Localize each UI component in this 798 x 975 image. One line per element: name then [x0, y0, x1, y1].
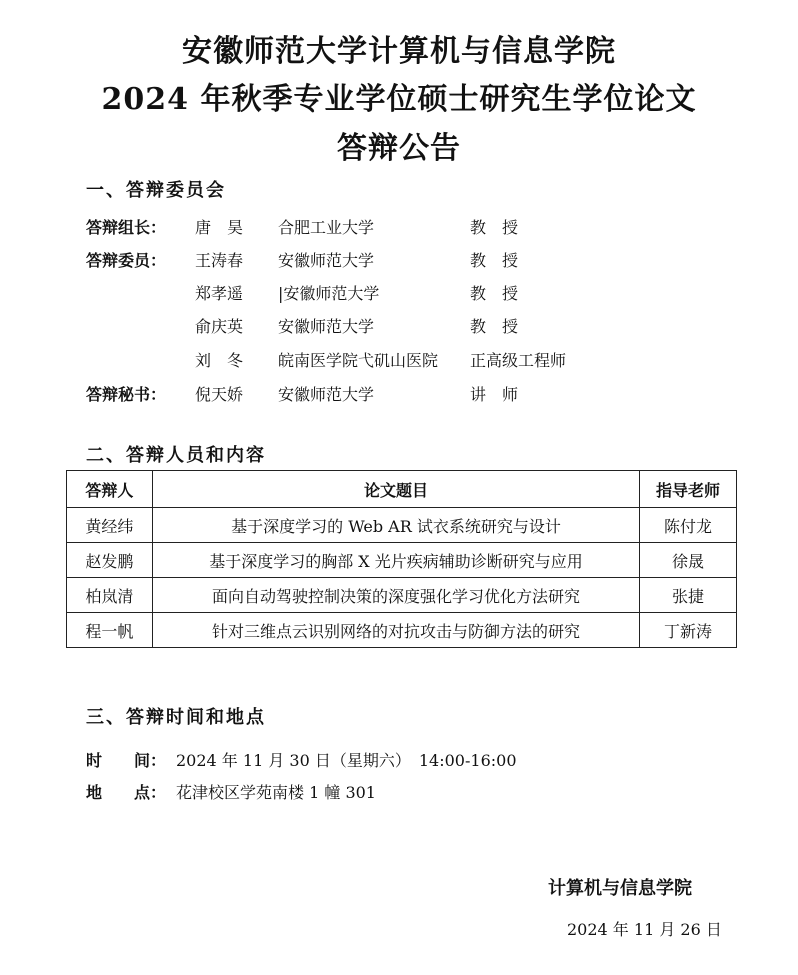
advisor-cell: 张捷 — [640, 578, 737, 613]
thesis-cell: 基于深度学习的胸部 X 光片疾病辅助诊断研究与应用 — [152, 543, 639, 578]
advisor-cell: 徐晟 — [640, 543, 737, 578]
committee-heading: 一、答辩委员会 — [86, 180, 226, 201]
table-row — [67, 543, 737, 578]
advisor-cell: 陈付龙 — [640, 508, 737, 543]
committee-name: 王涛春 — [195, 251, 244, 270]
committee-row — [0, 350, 798, 372]
column-header-thesis: 论文题目 — [152, 471, 639, 508]
table-row — [67, 578, 737, 613]
committee-org: |安徽师范大学 — [278, 284, 380, 303]
place-value: 花津校区学苑南楼 1 幢 301 — [176, 783, 376, 802]
student-cell: 柏岚清 — [67, 578, 153, 613]
thesis-cell: 面向自动驾驶控制决策的深度强化学习优化方法研究 — [152, 578, 639, 613]
committee-name: 唐 昊 — [195, 218, 244, 237]
signature-org: 计算机与信息学院 — [548, 878, 692, 899]
committee-name: 俞庆英 — [195, 317, 244, 336]
place-row — [86, 782, 376, 804]
signature-date: 2024 年 11 月 26 日 — [567, 920, 722, 939]
schedule-heading: 三、答辩时间和地点 — [86, 707, 266, 728]
student-cell: 赵发鹏 — [67, 543, 153, 578]
column-header-student: 答辩人 — [67, 471, 153, 508]
committee-role: 答辩组长： — [86, 218, 167, 237]
announcement-title-line-2: 2024 年秋季专业学位硕士研究生学位论文 — [101, 82, 697, 117]
committee-role: 答辩秘书： — [86, 385, 167, 404]
time-value: 2024 年 11 月 30 日（星期六） 14:00-16:00 — [176, 751, 517, 770]
committee-title: 正高级工程师 — [470, 351, 567, 370]
announcement-title-line-3: 答辩公告 — [337, 131, 461, 166]
committee-name: 郑孝遥 — [195, 284, 244, 303]
committee-title: 讲 师 — [470, 385, 519, 404]
committee-name: 刘 冬 — [195, 351, 244, 370]
table-row — [67, 613, 737, 648]
committee-org: 安徽师范大学 — [278, 385, 375, 404]
committee-row — [0, 283, 798, 305]
defense-table — [66, 470, 737, 648]
committee-title: 教 授 — [470, 317, 519, 336]
committee-row — [0, 250, 798, 272]
time-label: 时 间： — [86, 751, 167, 770]
committee-org: 安徽师范大学 — [278, 317, 375, 336]
place-label: 地 点： — [86, 783, 167, 802]
defense-heading: 二、答辩人员和内容 — [86, 445, 266, 466]
committee-org: 安徽师范大学 — [278, 251, 375, 270]
committee-org: 皖南医学院弋矶山医院 — [278, 351, 439, 370]
committee-row — [0, 316, 798, 338]
table-header-row — [67, 471, 737, 508]
advisor-cell: 丁新涛 — [640, 613, 737, 648]
committee-row — [0, 384, 798, 406]
committee-role: 答辩委员： — [86, 251, 167, 270]
committee-title: 教 授 — [470, 218, 519, 237]
committee-org: 合肥工业大学 — [278, 218, 375, 237]
student-cell: 黄经纬 — [67, 508, 153, 543]
table-row — [67, 508, 737, 543]
column-header-advisor: 指导老师 — [640, 471, 737, 508]
student-cell: 程一帆 — [67, 613, 153, 648]
committee-name: 倪天娇 — [195, 385, 244, 404]
thesis-cell: 基于深度学习的 Web AR 试衣系统研究与设计 — [152, 508, 639, 543]
committee-row — [0, 217, 798, 239]
thesis-cell: 针对三维点云识别网络的对抗攻击与防御方法的研究 — [152, 613, 639, 648]
committee-title: 教 授 — [470, 251, 519, 270]
time-row — [86, 750, 517, 772]
announcement-title-line-1: 安徽师范大学计算机与信息学院 — [182, 34, 616, 69]
committee-title: 教 授 — [470, 284, 519, 303]
